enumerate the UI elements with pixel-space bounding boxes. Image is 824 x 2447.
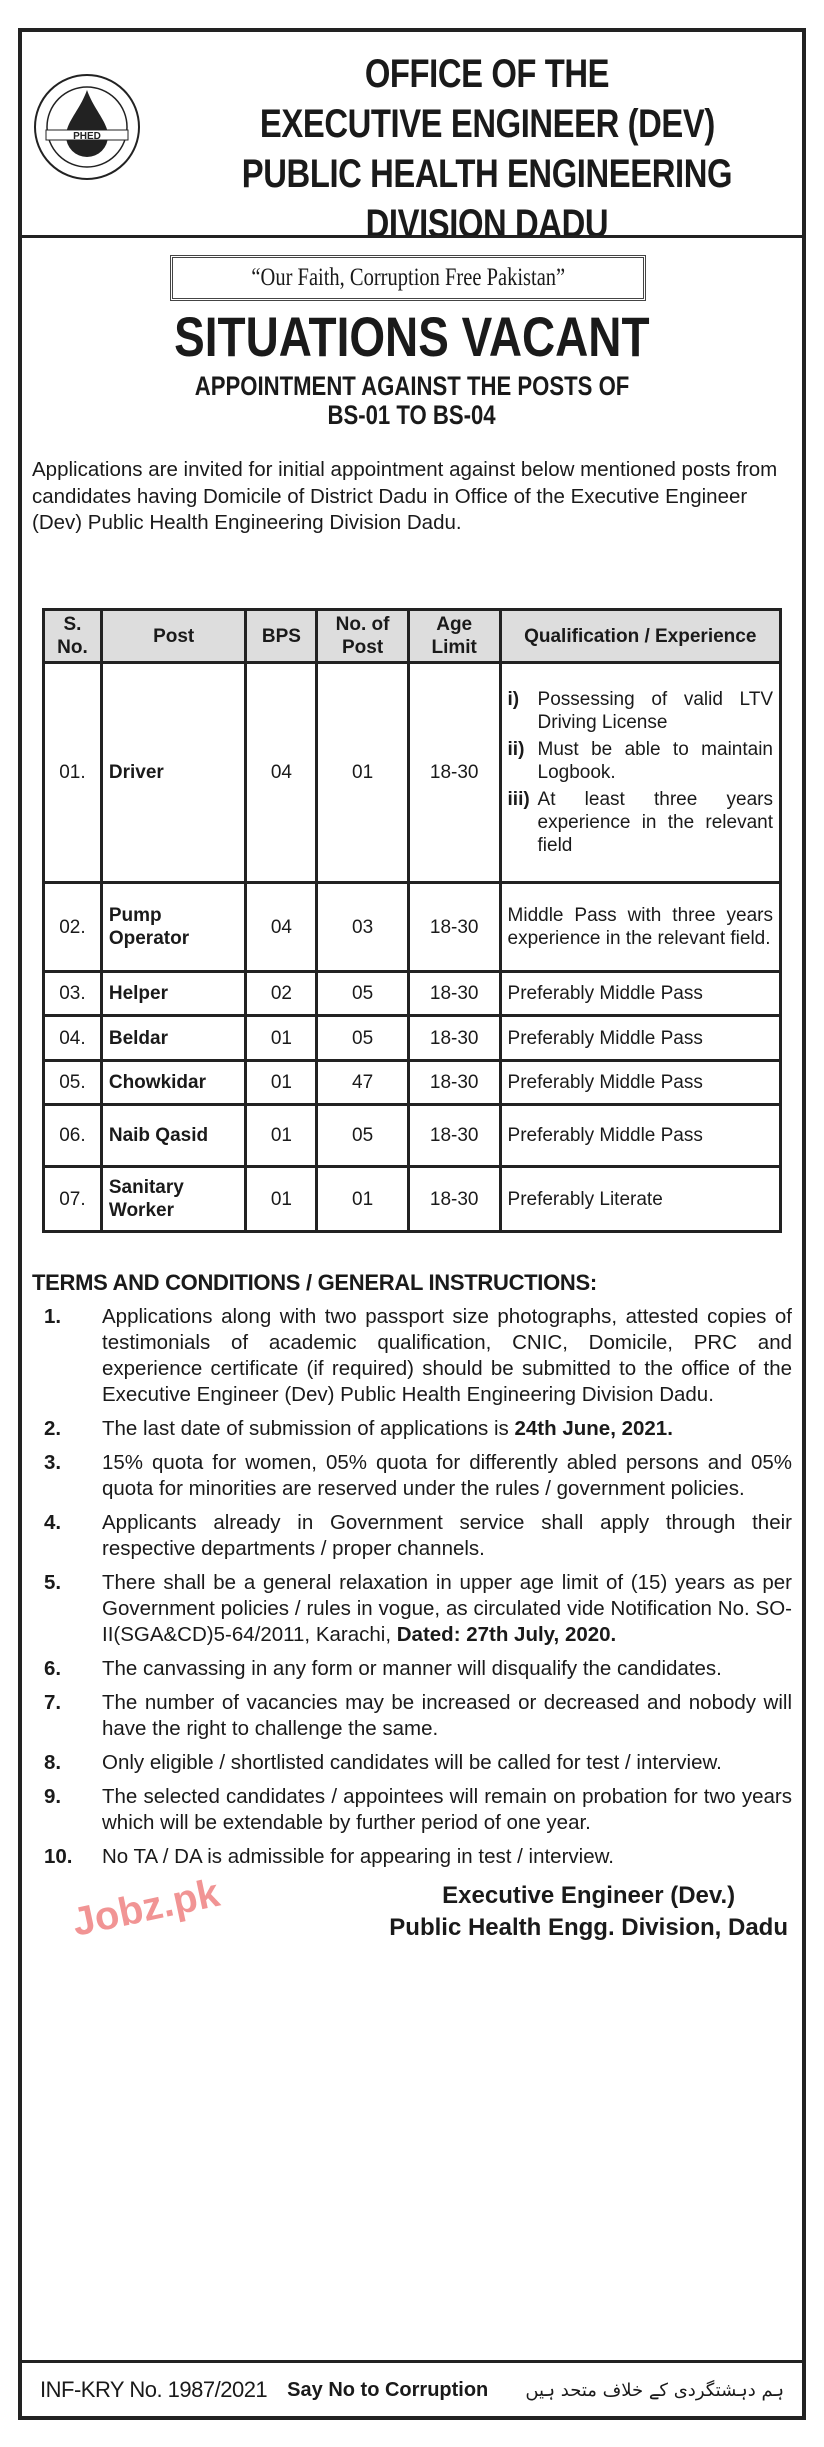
- term-item: [32, 1784, 792, 1836]
- cell-age-limit: 18-30: [408, 1016, 500, 1061]
- cell-post-count: 05: [317, 972, 409, 1016]
- footer: [40, 2377, 784, 2403]
- title-line: PUBLIC HEALTH ENGINEERING: [241, 152, 733, 196]
- table-row: [44, 972, 781, 1016]
- cell-age-limit: 18-30: [408, 663, 500, 883]
- terms-title: TERMS AND CONDITIONS / GENERAL INSTRUCTIONS:: [32, 1270, 597, 1295]
- term-text: [102, 1784, 792, 1836]
- term-item: [32, 1450, 792, 1502]
- cell-post: Naib Qasid: [101, 1105, 246, 1167]
- table-header-row: [44, 610, 781, 663]
- term-item: [32, 1844, 792, 1870]
- main-heading-text: SITUATIONS VACANT: [174, 305, 650, 368]
- cell-post: Beldar: [101, 1016, 246, 1061]
- term-body: Applicants already in Government service shall apply through their respective departments / proper channels.: [102, 1511, 792, 1560]
- signature-office: Public Health Engg. Division, Dadu: [389, 1914, 788, 1941]
- cell-bps: 01: [246, 1061, 317, 1105]
- motto-text: “Our Faith, Corruption Free Pakistan”: [251, 264, 565, 291]
- qualification-item: [508, 738, 773, 784]
- header-divider: [22, 235, 802, 238]
- signature-row: [32, 1870, 792, 1945]
- term-number: 7.: [44, 1691, 62, 1714]
- cell-age-limit: 18-30: [408, 1105, 500, 1167]
- terms-list: [32, 1304, 792, 1870]
- cell-serial: 06.: [44, 1105, 102, 1167]
- cell-serial: 03.: [44, 972, 102, 1016]
- term-text: [102, 1416, 792, 1442]
- cell-post: Helper: [101, 972, 246, 1016]
- term-number: 1.: [44, 1305, 62, 1328]
- terms-section: [32, 1270, 792, 1944]
- qualification-item: [508, 688, 773, 734]
- subheading: [22, 372, 802, 430]
- term-body: The canvassing in any form or manner will disqualify the candidates.: [102, 1657, 722, 1680]
- cell-age-limit: 18-30: [408, 972, 500, 1016]
- col-header: Age Limit: [408, 610, 500, 663]
- posts-table: [42, 608, 782, 1233]
- signature-title: Executive Engineer (Dev.): [442, 1882, 736, 1909]
- footer-divider: [22, 2360, 802, 2363]
- term-text: [102, 1304, 792, 1408]
- phed-logo-emblem: [32, 72, 142, 182]
- col-header: No. of Post: [317, 610, 409, 663]
- cell-bps: 01: [246, 1016, 317, 1061]
- term-item: [32, 1570, 792, 1648]
- table-row: [44, 1016, 781, 1061]
- table-row: [44, 1061, 781, 1105]
- term-number: 9.: [44, 1785, 62, 1808]
- urdu-slogan: ہم دہشتگردی کے خلاف متحد ہیں: [525, 2379, 784, 2401]
- cell-post-count: 05: [317, 1105, 409, 1167]
- cell-qualification: Preferably Middle Pass: [500, 1061, 780, 1105]
- office-title: [172, 49, 802, 249]
- cell-post: Pump Operator: [101, 883, 246, 972]
- reference-number: INF-KRY No. 1987/2021: [40, 2377, 268, 2402]
- term-number: 10.: [44, 1845, 73, 1868]
- qualification-marker: ii): [507, 739, 525, 760]
- cell-qualification: Preferably Middle Pass: [500, 1105, 780, 1167]
- cell-serial: 02.: [44, 883, 102, 972]
- cell-post-count: 01: [317, 663, 409, 883]
- term-body: There shall be a general relaxation in upper age limit of (15) years as per Government policies / rules in vogue, as circulated vide Notification No. SO-II(SGA&CD)5-64/2011, Karachi,: [102, 1571, 792, 1646]
- term-number: 2.: [44, 1417, 62, 1440]
- cell-qualification: [500, 663, 780, 883]
- cell-post-count: 03: [317, 883, 409, 972]
- subheading-line-2: BS-01 TO BS-04: [327, 400, 497, 430]
- term-body: No TA / DA is admissible for appearing in test / interview.: [102, 1845, 614, 1868]
- term-number: 8.: [44, 1751, 62, 1774]
- qualification-item: [508, 788, 773, 857]
- qualification-text: At least three years experience in the relevant field: [537, 789, 773, 856]
- term-text: [102, 1570, 792, 1648]
- cell-bps: 02: [246, 972, 317, 1016]
- term-item: [32, 1510, 792, 1562]
- table-row: [44, 1167, 781, 1232]
- table-row: [44, 1105, 781, 1167]
- term-item: [32, 1656, 792, 1682]
- cell-serial: 05.: [44, 1061, 102, 1105]
- term-body: Only eligible / shortlisted candidates will be called for test / interview.: [102, 1751, 722, 1774]
- term-text: [102, 1450, 792, 1502]
- term-body: The selected candidates / appointees will remain on probation for two years which will be extendable by further period of one year.: [102, 1785, 792, 1834]
- cell-age-limit: 18-30: [408, 1167, 500, 1232]
- cell-post-count: 05: [317, 1016, 409, 1061]
- advertisement-frame: [18, 28, 806, 2420]
- term-body: 15% quota for women, 05% quota for differently abled persons and 05% quota for minorities are reserved under the rules / government policies.: [102, 1451, 792, 1500]
- cell-bps: 04: [246, 883, 317, 972]
- watermark: Jobz.pk: [68, 1870, 224, 1945]
- term-text: [102, 1510, 792, 1562]
- term-text: [102, 1750, 792, 1776]
- term-date: 24th June, 2021.: [514, 1417, 673, 1440]
- term-body: Applications along with two passport size photographs, attested copies of testimonials of academic qualification, CNIC, Domicile, PRC and experience certificate (if required) should be submitted to the office of the Executive Engineer (Dev) Public Health Engineering Division Dadu.: [102, 1305, 792, 1406]
- cell-age-limit: 18-30: [408, 1061, 500, 1105]
- cell-serial: 01.: [44, 663, 102, 883]
- slogan: Say No to Corruption: [287, 2378, 489, 2401]
- term-number: 4.: [44, 1511, 62, 1534]
- cell-qualification: Preferably Literate: [500, 1167, 780, 1232]
- logo-text: PHED: [73, 131, 101, 142]
- signature-block: [389, 1880, 792, 1944]
- col-header: S. No.: [44, 610, 102, 663]
- cell-qualification: Preferably Middle Pass: [500, 972, 780, 1016]
- term-item: [32, 1690, 792, 1742]
- table-row: [44, 663, 781, 883]
- cell-qualification: Middle Pass with three years experience in the relevant field.: [500, 883, 780, 972]
- cell-serial: 07.: [44, 1167, 102, 1232]
- cell-serial: 04.: [44, 1016, 102, 1061]
- cell-post-count: 01: [317, 1167, 409, 1232]
- intro-paragraph: Applications are invited for initial appointment against below mentioned posts from candidates having Domicile of District Dadu in Office of the Executive Engineer (Dev) Public Health Engineering Division Dadu.: [32, 458, 778, 534]
- term-number: 6.: [44, 1657, 62, 1680]
- qualification-text: Must be able to maintain Logbook.: [537, 739, 773, 783]
- subheading-line-1: APPOINTMENT AGAINST THE POSTS OF: [194, 371, 630, 401]
- term-body: The number of vacancies may be increased or decreased and nobody will have the right to challenge the same.: [102, 1691, 792, 1740]
- cell-age-limit: 18-30: [408, 883, 500, 972]
- table-row: [44, 883, 781, 972]
- term-text: [102, 1844, 792, 1870]
- title-line: DIVISION DADU: [365, 202, 609, 246]
- cell-post: Sanitary Worker: [101, 1167, 246, 1232]
- title-line: OFFICE OF THE: [364, 52, 610, 96]
- col-header: BPS: [246, 610, 317, 663]
- cell-qualification: Preferably Middle Pass: [500, 1016, 780, 1061]
- term-text: [102, 1690, 792, 1742]
- qualification-text: Possessing of valid LTV Driving License: [537, 689, 773, 733]
- main-heading: [22, 307, 802, 367]
- motto-box: [170, 255, 646, 301]
- cell-post: Driver: [101, 663, 246, 883]
- term-number: 5.: [44, 1571, 62, 1594]
- cell-post: Chowkidar: [101, 1061, 246, 1105]
- term-item: [32, 1750, 792, 1776]
- term-number: 3.: [44, 1451, 62, 1474]
- col-header: Qualification / Experience: [500, 610, 780, 663]
- term-item: [32, 1304, 792, 1408]
- cell-bps: 01: [246, 1167, 317, 1232]
- term-text: [102, 1656, 792, 1682]
- title-line: EXECUTIVE ENGINEER (DEV): [259, 102, 715, 146]
- term-item: [32, 1416, 792, 1442]
- term-body: The last date of submission of applications is: [102, 1417, 509, 1440]
- cell-bps: 01: [246, 1105, 317, 1167]
- qualification-marker: i): [507, 689, 520, 710]
- col-header: Post: [101, 610, 246, 663]
- cell-bps: 04: [246, 663, 317, 883]
- term-date: Dated: 27th July, 2020.: [396, 1623, 617, 1646]
- cell-post-count: 47: [317, 1061, 409, 1105]
- qualification-marker: iii): [507, 789, 530, 810]
